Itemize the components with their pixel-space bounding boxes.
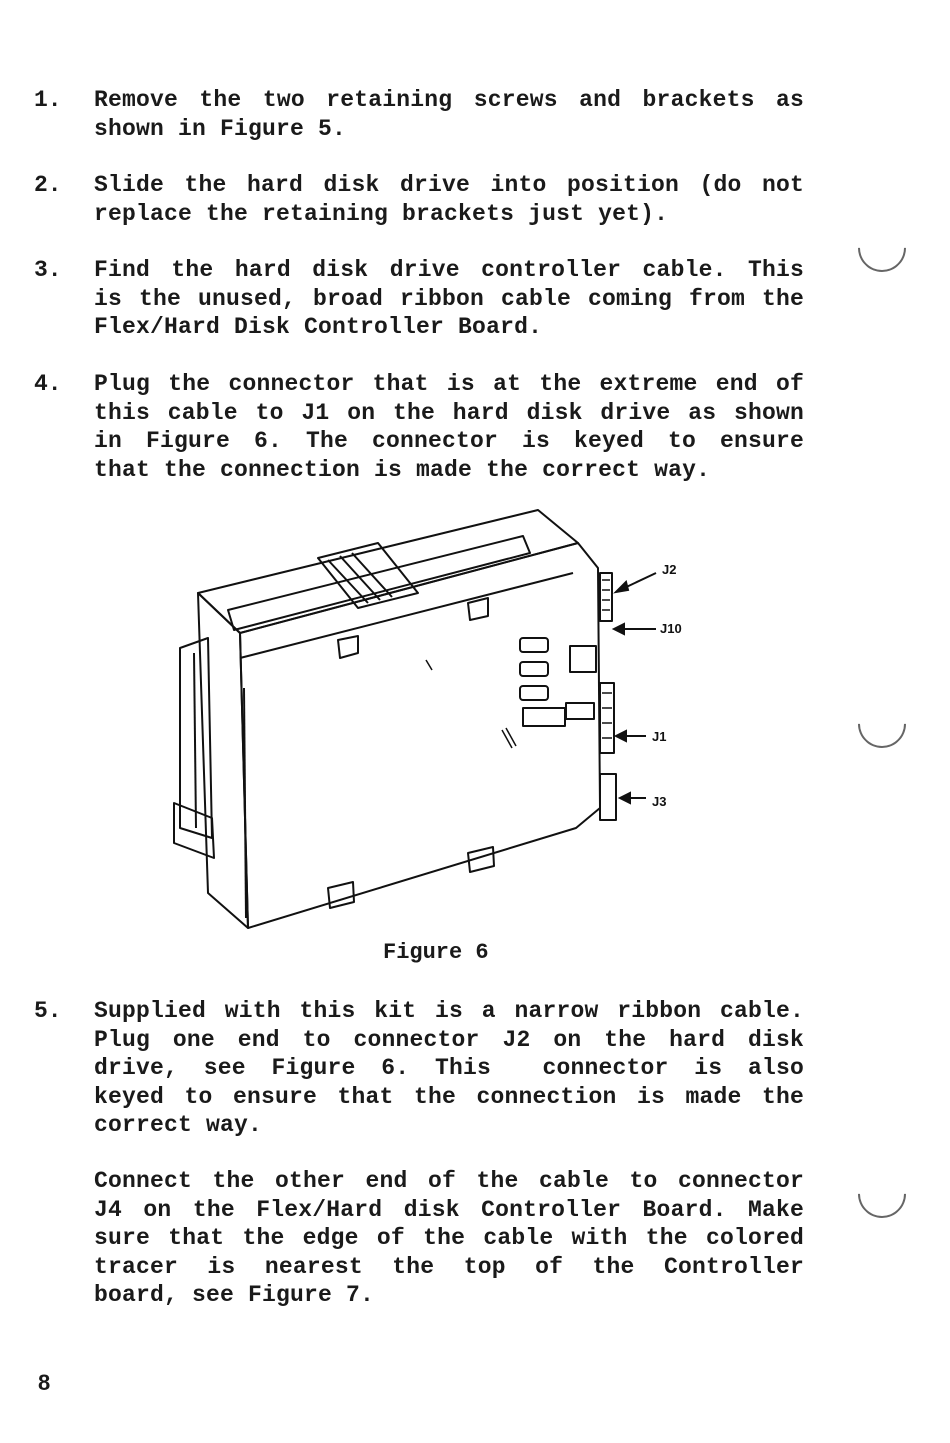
- text-line: tracer is nearest the top of the Controller: [94, 1253, 804, 1280]
- paragraph-text: [94, 1167, 804, 1310]
- text-line: Find the hard disk drive controller cable. This: [94, 257, 804, 283]
- text-line: board, see Figure 7.: [94, 1282, 375, 1308]
- text-line: Plug one end to connector J2 on the hard disk: [94, 1026, 804, 1053]
- step-number: 4.: [34, 371, 62, 397]
- text-line: in Figure 6. The connector is keyed to ensure: [94, 428, 804, 454]
- text-line: shown in Figure 5.: [94, 115, 347, 142]
- figure-caption: Figure 6: [383, 940, 489, 965]
- binder-hole-mark: [848, 214, 916, 282]
- text-line: Plug the connector that is at the extreme end of: [94, 371, 804, 397]
- text-line: that the connection is made the correct way.: [94, 456, 711, 483]
- label-j3: J3: [652, 794, 667, 809]
- text-line: keyed to ensure that the connection is made the: [94, 1083, 804, 1110]
- text-line: this cable to J1 on the hard disk drive as shown: [94, 399, 804, 426]
- text-line: sure that the edge of the cable with the colored: [94, 1225, 804, 1251]
- binder-hole-mark: [848, 1160, 916, 1228]
- binder-hole-mark: [848, 690, 916, 758]
- step-number: 1.: [34, 87, 62, 113]
- step-text: [94, 256, 804, 342]
- text-line: Flex/Hard Disk Controller Board.: [94, 314, 543, 340]
- text-line: Remove the two retaining screws and brackets as: [94, 87, 804, 113]
- text-line: is the unused, broad ribbon cable coming from the: [94, 285, 804, 312]
- step-number: 3.: [34, 257, 62, 283]
- label-j10: J10: [660, 621, 682, 636]
- page-number: 8: [38, 1370, 51, 1395]
- text-line: replace the retaining brackets just yet).: [94, 200, 669, 227]
- text-line: Connect the other end of the cable to connector: [94, 1168, 804, 1194]
- text-line: Slide the hard disk drive into position (do not: [94, 172, 804, 198]
- text-line: Supplied with this kit is a narrow ribbon cable.: [94, 998, 804, 1024]
- hard-disk-drive-illustration: [168, 498, 708, 938]
- step-text: [94, 997, 804, 1140]
- step-text: [94, 86, 804, 143]
- label-j2: J2: [662, 562, 677, 577]
- label-j1: J1: [652, 729, 667, 744]
- text-line: correct way.: [94, 1112, 263, 1138]
- text-line: drive, see Figure 6. This connector is also: [94, 1055, 804, 1081]
- step-text: [94, 370, 804, 484]
- step-number: 5.: [34, 998, 62, 1024]
- step-text: [94, 171, 804, 228]
- step-number: 2.: [34, 172, 62, 198]
- text-line: J4 on the Flex/Hard disk Controller Board. Make: [94, 1196, 804, 1223]
